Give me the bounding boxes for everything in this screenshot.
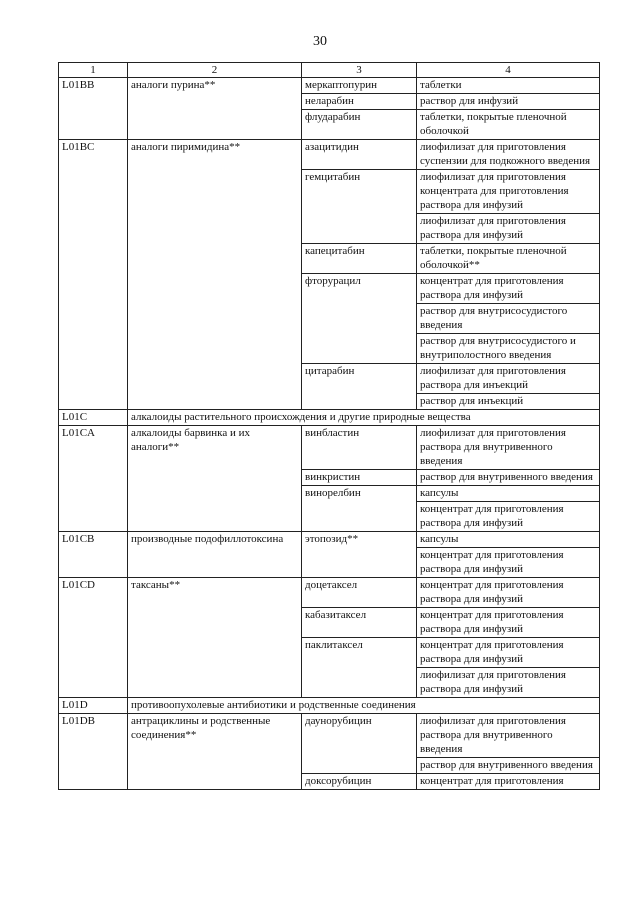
dosage-form-cell: раствор для инъекций — [417, 394, 600, 410]
group-name-cell: антрациклины и родственные соединения** — [128, 714, 302, 790]
dosage-form-cell: лиофилизат для приготовления раствора для внутривенного введения — [417, 714, 600, 758]
section-row — [59, 410, 600, 426]
dosage-form-cell: концентрат для приготовления раствора для инфузий — [417, 548, 600, 578]
group-name-cell: таксаны** — [128, 578, 302, 698]
dosage-form-cell: раствор для внутрисосудистого введения — [417, 304, 600, 334]
drug-name-cell: доцетаксел — [302, 578, 417, 608]
dosage-form-cell: таблетки, покрытые пленочной оболочкой — [417, 110, 600, 140]
drug-name-cell: доксорубицин — [302, 774, 417, 790]
table-row — [59, 426, 600, 470]
dosage-form-cell: концентрат для приготовления раствора для инфузий — [417, 608, 600, 638]
section-name-cell: противоопухолевые антибиотики и родственные соединения — [128, 698, 600, 714]
dosage-form-cell: раствор для внутривенного введения — [417, 470, 600, 486]
group-name-cell: алкалоиды барвинка и их аналоги** — [128, 426, 302, 532]
dosage-form-cell: раствор для инфузий — [417, 94, 600, 110]
header-cell-3: 3 — [302, 63, 417, 78]
drug-name-cell: винкристин — [302, 470, 417, 486]
header-cell-4: 4 — [417, 63, 600, 78]
drug-name-cell: фторурацил — [302, 274, 417, 364]
table-row — [59, 140, 600, 170]
atc-code-cell: L01CD — [59, 578, 128, 698]
dosage-form-cell: лиофилизат для приготовления раствора для инфузий — [417, 668, 600, 698]
dosage-form-cell: таблетки — [417, 78, 600, 94]
drug-name-cell: флударабин — [302, 110, 417, 140]
drug-name-cell: капецитабин — [302, 244, 417, 274]
dosage-form-cell: концентрат для приготовления — [417, 774, 600, 790]
drug-name-cell: даунорубицин — [302, 714, 417, 774]
atc-code-cell: L01D — [59, 698, 128, 714]
dosage-form-cell: концентрат для приготовления раствора для инфузий — [417, 578, 600, 608]
drug-name-cell: меркаптопурин — [302, 78, 417, 94]
table-body — [59, 63, 600, 790]
dosage-form-cell: лиофилизат для приготовления суспензии для подкожного введения — [417, 140, 600, 170]
header-cell-2: 2 — [128, 63, 302, 78]
dosage-form-cell: раствор для внутривенного введения — [417, 758, 600, 774]
dosage-form-cell: таблетки, покрытые пленочной оболочкой** — [417, 244, 600, 274]
table-row — [59, 578, 600, 608]
atc-code-cell: L01CA — [59, 426, 128, 532]
dosage-form-cell: лиофилизат для приготовления раствора для инфузий — [417, 214, 600, 244]
section-name-cell: алкалоиды растительного происхождения и другие природные вещества — [128, 410, 600, 426]
dosage-form-cell: концентрат для приготовления раствора для инфузий — [417, 274, 600, 304]
dosage-form-cell: капсулы — [417, 532, 600, 548]
page-number: 30 — [313, 34, 327, 49]
atc-code-cell: L01CB — [59, 532, 128, 578]
drug-name-cell: винорелбин — [302, 486, 417, 532]
atc-code-cell: L01C — [59, 410, 128, 426]
dosage-form-cell: концентрат для приготовления раствора для инфузий — [417, 502, 600, 532]
drug-name-cell: винбластин — [302, 426, 417, 470]
dosage-form-cell: капсулы — [417, 486, 600, 502]
dosage-form-cell: лиофилизат для приготовления раствора для внутривенного введения — [417, 426, 600, 470]
atc-code-cell: L01BC — [59, 140, 128, 410]
drug-name-cell: цитарабин — [302, 364, 417, 410]
table-row — [59, 78, 600, 94]
group-name-cell: аналоги пурина** — [128, 78, 302, 140]
dosage-form-cell: лиофилизат для приготовления концентрата для приготовления раствора для инфузий — [417, 170, 600, 214]
drug-table — [58, 62, 600, 790]
drug-name-cell: этопозид** — [302, 532, 417, 578]
table-row — [59, 532, 600, 548]
atc-code-cell: L01DB — [59, 714, 128, 790]
drug-name-cell: азацитидин — [302, 140, 417, 170]
group-name-cell: аналоги пиримидина** — [128, 140, 302, 410]
drug-name-cell: кабазитаксел — [302, 608, 417, 638]
drug-name-cell: гемцитабин — [302, 170, 417, 244]
header-row — [59, 63, 600, 78]
dosage-form-cell: концентрат для приготовления раствора для инфузий — [417, 638, 600, 668]
atc-code-cell: L01BB — [59, 78, 128, 140]
section-row — [59, 698, 600, 714]
dosage-form-cell: лиофилизат для приготовления раствора для инъекций — [417, 364, 600, 394]
header-cell-1: 1 — [59, 63, 128, 78]
group-name-cell: производные подофиллотоксина — [128, 532, 302, 578]
table-row — [59, 714, 600, 758]
dosage-form-cell: раствор для внутрисосудистого и внутриполостного введения — [417, 334, 600, 364]
drug-name-cell: паклитаксел — [302, 638, 417, 698]
drug-name-cell: неларабин — [302, 94, 417, 110]
